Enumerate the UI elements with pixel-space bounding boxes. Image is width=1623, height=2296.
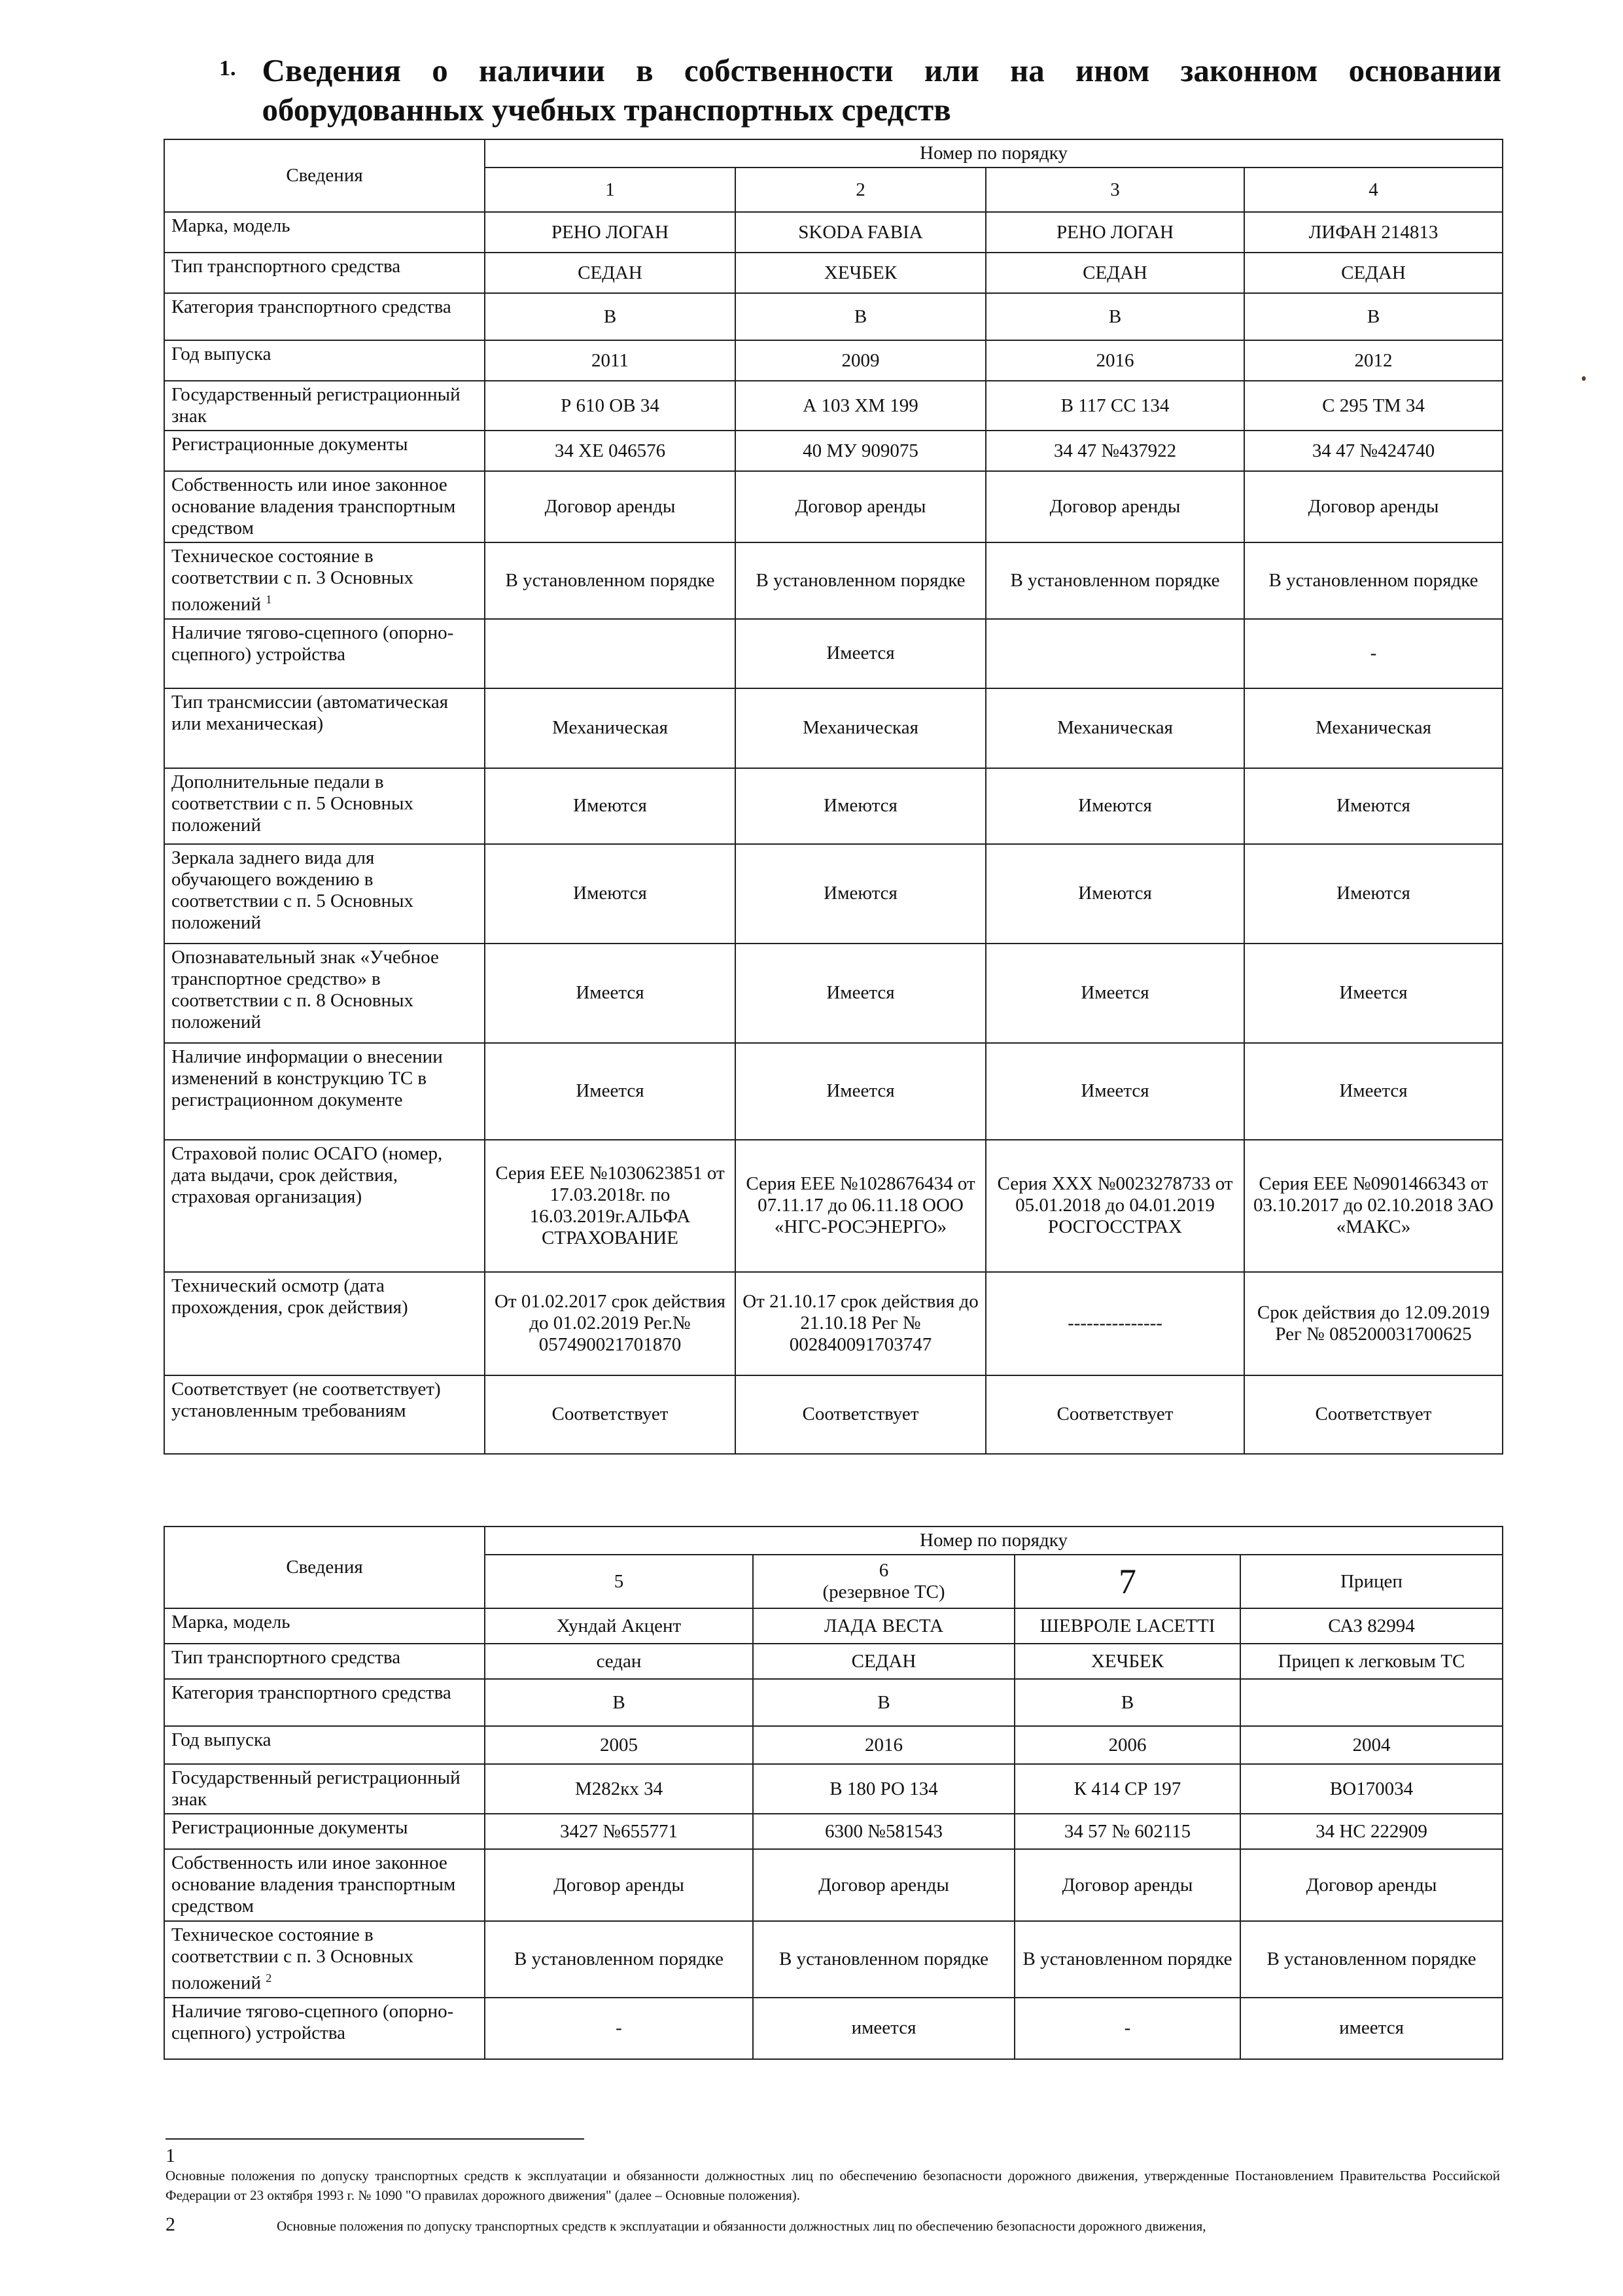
table-cell: SKODA FABIA (735, 212, 986, 253)
row-label-text: Наличие информации о внесении изменений в конструкцию ТС в регистрационном документе (171, 1046, 443, 1110)
table-cell: В установленном порядке (1244, 542, 1503, 619)
column-number (986, 168, 1244, 212)
table-cell: Имеются (1244, 844, 1503, 944)
column-number-label: 1 (605, 179, 615, 200)
table-cell: ЛИФАН 214813 (1244, 212, 1503, 253)
row-label (164, 1644, 485, 1679)
row-label-text: Тип транспортного средства (171, 1647, 401, 1668)
header-group: Номер по порядку (485, 139, 1503, 168)
table-cell: В установленном порядке (1015, 1921, 1240, 1998)
table-cell: Договор аренды (1015, 1849, 1240, 1921)
table-cell: Серия ХХХ №0023278733 от 05.01.2018 до 04.01.2019 РОСГОССТРАХ (986, 1140, 1244, 1272)
table-cell: В установленном порядке (753, 1921, 1015, 1998)
table-cell: - (1244, 619, 1503, 688)
row-label-text: Год выпуска (171, 1729, 271, 1750)
table-cell: Механическая (485, 688, 735, 768)
table-row (164, 1644, 1503, 1679)
column-number-label: 4 (1369, 179, 1378, 200)
table-cell: Имеются (986, 768, 1244, 844)
table-cell: Имеется (735, 619, 986, 688)
table-cell: РЕНО ЛОГАН (986, 212, 1244, 253)
table-cell: М282кх 34 (485, 1764, 753, 1814)
table-cell: СЕДАН (986, 253, 1244, 293)
table-cell: Договор аренды (735, 471, 986, 542)
row-label (164, 1764, 485, 1814)
row-label-text: Категория транспортного средства (171, 296, 451, 317)
column-number (735, 168, 986, 212)
table-row (164, 844, 1503, 944)
table-cell: седан (485, 1644, 753, 1679)
table-cell: ВО170034 (1240, 1764, 1503, 1814)
table-cell: Имеются (735, 768, 986, 844)
table-cell: В (735, 293, 986, 340)
table-cell: 2011 (485, 340, 735, 381)
table-cell: От 21.10.17 срок действия до 21.10.18 Рег № 002840091703747 (735, 1272, 986, 1375)
table-row (164, 1849, 1503, 1921)
footnote-1-mark: 1 (166, 2145, 175, 2166)
row-label (164, 253, 485, 293)
row-label (164, 293, 485, 340)
table-cell: В (485, 293, 735, 340)
table-row (164, 431, 1503, 471)
table-cell: 34 47 №424740 (1244, 431, 1503, 471)
table-cell: Договор аренды (1244, 471, 1503, 542)
table-cell: 2016 (753, 1726, 1015, 1764)
table-cell: Серия ЕЕЕ №1030623851 от 17.03.2018г. по 16.03.2019г.АЛЬФА СТРАХОВАНИЕ (485, 1140, 735, 1272)
column-number-label: Прицеп (1340, 1570, 1403, 1592)
row-label (164, 944, 485, 1043)
table-cell: САЗ 82994 (1240, 1608, 1503, 1644)
table-cell: Договор аренды (485, 471, 735, 542)
table-cell: В установленном порядке (986, 542, 1244, 619)
footnote-separator (166, 2138, 584, 2140)
table-cell: РЕНО ЛОГАН (485, 212, 735, 253)
table-row (164, 1140, 1503, 1272)
table-cell: Имеются (986, 844, 1244, 944)
row-label (164, 688, 485, 768)
row-label-text: Собственность или иное законное основание владения транспортным средством (171, 1852, 456, 1916)
table-cell: имеется (1240, 1998, 1503, 2059)
row-label-text: Регистрационные документы (171, 434, 408, 455)
section-number: 1. (219, 56, 236, 80)
row-label (164, 619, 485, 688)
row-label-text: Страховой полис ОСАГО (номер, дата выдачи, срок действия, страховая организация) (171, 1142, 443, 1207)
header-row (164, 1527, 1503, 1555)
footnote-2-mark: 2 (166, 2214, 175, 2235)
footnote-ref: 1 (266, 593, 272, 606)
table-cell: В 180 РО 134 (753, 1764, 1015, 1814)
table-cell: ХЕЧБЕК (735, 253, 986, 293)
row-label-text: Зеркала заднего вида для обучающего вождению в соответствии с п. 5 Основных положений (171, 847, 414, 933)
table-row (164, 1608, 1503, 1644)
table-cell: Имеется (1244, 1043, 1503, 1140)
table-row (164, 1764, 1503, 1814)
table-cell: Имеется (735, 1043, 986, 1140)
row-label (164, 844, 485, 944)
table-cell: 34 ХЕ 046576 (485, 431, 735, 471)
table-cell: ШЕВРОЛЕ LACETTI (1015, 1608, 1240, 1644)
table-row (164, 1921, 1503, 1998)
row-label (164, 1998, 485, 2059)
row-label (164, 431, 485, 471)
row-label-text: Соответствует (не соответствует) установленным требованиям (171, 1378, 441, 1421)
table-row (164, 542, 1503, 619)
row-label-text: Марка, модель (171, 215, 290, 236)
table-row (164, 1043, 1503, 1140)
table-cell: ХЕЧБЕК (1015, 1644, 1240, 1679)
table-cell: Имеется (986, 944, 1244, 1043)
table-row (164, 1726, 1503, 1764)
table-cell: В (1244, 293, 1503, 340)
footnote-1 (166, 2146, 1500, 2205)
row-label-text: Категория транспортного средства (171, 1682, 451, 1703)
row-label-text: Государственный регистрационный знак (171, 384, 461, 427)
table-cell: Соответствует (485, 1375, 735, 1454)
column-number-label: 7 (1119, 1561, 1136, 1601)
table-cell: СЕДАН (1244, 253, 1503, 293)
footnote-2 (166, 2215, 1500, 2236)
row-label-text: Тип транспортного средства (171, 256, 401, 277)
row-label-text: Опознавательный знак «Учебное транспортное средство» в соответствии с п. 8 Основных положений (171, 946, 439, 1033)
table-cell (986, 619, 1244, 688)
table-row (164, 381, 1503, 431)
table-cell: ЛАДА ВЕСТА (753, 1608, 1015, 1644)
row-label-text: Собственность или иное законное основание владения транспортным средством (171, 474, 456, 539)
table-row (164, 340, 1503, 381)
table-cell: Соответствует (1244, 1375, 1503, 1454)
table-cell: В (986, 293, 1244, 340)
vehicles-table-2 (164, 1526, 1503, 2060)
table-cell: В (1015, 1679, 1240, 1726)
table-cell: СЕДАН (753, 1644, 1015, 1679)
row-label (164, 1921, 485, 1998)
table-cell: Имеются (1244, 768, 1503, 844)
table-row (164, 944, 1503, 1043)
header-row (164, 139, 1503, 168)
table-cell: 34 47 №437922 (986, 431, 1244, 471)
table-cell: Договор аренды (485, 1849, 753, 1921)
table-cell: 2009 (735, 340, 986, 381)
row-label-text: Наличие тягово-сцепного (опорно-сцепного) устройства (171, 2000, 454, 2043)
column-number (753, 1555, 1015, 1608)
column-number (1244, 168, 1503, 212)
table-cell: Серия ЕЕЕ №1028676434 от 07.11.17 до 06.11.18 ООО «НГС-РОСЭНЕРГО» (735, 1140, 986, 1272)
section-title: Сведения о наличии в собственности или на ином законном основании оборудованных учебных транспортных средств (262, 52, 1501, 128)
footnote-ref: 2 (266, 1971, 272, 1985)
table-cell: Имеются (485, 768, 735, 844)
table-cell: Механическая (735, 688, 986, 768)
table-row (164, 253, 1503, 293)
scan-speck (1582, 376, 1586, 381)
footnote-2-text: Основные положения по допуску транспортных средств к эксплуатации и обязанности должностных лиц по обеспечению безопасности дорожного движения, (277, 2218, 1206, 2234)
table-row (164, 1272, 1503, 1375)
table-cell: Имеются (485, 844, 735, 944)
table-cell: Механическая (986, 688, 1244, 768)
column-number (485, 168, 735, 212)
table-cell: Срок действия до 12.09.2019 Рег № 085200031700625 (1244, 1272, 1503, 1375)
table-cell: 2005 (485, 1726, 753, 1764)
row-label (164, 1726, 485, 1764)
table-cell: В 117 СС 134 (986, 381, 1244, 431)
table-cell: Соответствует (735, 1375, 986, 1454)
row-label (164, 1043, 485, 1140)
footnote-1-text: Основные положения по допуску транспортных средств к эксплуатации и обязанности должностных лиц по обеспечению безопасности дорожного движения, утвержденные Постановлением Правительства Российской Федерации от 23 октября 1993 г. № 1090 "О правилах дорожного движения" (далее – Основные положения). (166, 2168, 1500, 2203)
table-cell: Имеется (1244, 944, 1503, 1043)
row-label-text: Регистрационные документы (171, 1817, 408, 1838)
row-label (164, 1849, 485, 1921)
table-cell: - (1015, 1998, 1240, 2059)
table-row (164, 1814, 1503, 1849)
row-label (164, 1814, 485, 1849)
column-number (1015, 1555, 1240, 1608)
header-group: Номер по порядку (485, 1527, 1503, 1555)
table-cell: Договор аренды (753, 1849, 1015, 1921)
table-cell: В установленном порядке (735, 542, 986, 619)
row-label (164, 471, 485, 542)
row-label-text: Дополнительные педали в соответствии с п. 5 Основных положений (171, 771, 414, 836)
table-cell: Договор аренды (1240, 1849, 1503, 1921)
table-cell (1240, 1679, 1503, 1726)
row-label-text: Технический осмотр (дата прохождения, срок действия) (171, 1275, 408, 1318)
row-label-text: Тип трансмиссии (автоматическая или механическая) (171, 691, 449, 734)
table-cell: Механическая (1244, 688, 1503, 768)
row-label (164, 212, 485, 253)
row-label-text: Наличие тягово-сцепного (опорно-сцепного) устройства (171, 622, 454, 665)
table-cell: Имеется (986, 1043, 1244, 1140)
table-cell: Хундай Акцент (485, 1608, 753, 1644)
row-label-text: Техническое состояние в соответствии с п. 3 Основных положений (171, 546, 414, 615)
row-label (164, 1272, 485, 1375)
table-cell: 34 57 № 602115 (1015, 1814, 1240, 1849)
table-cell: В установленном порядке (1240, 1921, 1503, 1998)
column-number-label: 2 (856, 179, 865, 200)
table-cell: - (485, 1998, 753, 2059)
table-cell: Имеется (485, 944, 735, 1043)
vehicles-table-1 (164, 139, 1503, 1455)
table-row (164, 768, 1503, 844)
table-cell: Серия ЕЕЕ №0901466343 от 03.10.2017 до 02.10.2018 ЗАО «МАКС» (1244, 1140, 1503, 1272)
table-cell: 2012 (1244, 340, 1503, 381)
column-number (485, 1555, 753, 1608)
row-label-text: Год выпуска (171, 344, 271, 364)
table-cell: 2006 (1015, 1726, 1240, 1764)
table-cell: С 295 ТМ 34 (1244, 381, 1503, 431)
table-cell: 34 НС 222909 (1240, 1814, 1503, 1849)
table-cell: 2016 (986, 340, 1244, 381)
table-cell: Имеется (735, 944, 986, 1043)
table-cell (485, 619, 735, 688)
table-cell: В установленном порядке (485, 1921, 753, 1998)
table-cell: Р 610 ОВ 34 (485, 381, 735, 431)
table-cell: От 01.02.2017 срок действия до 01.02.2019 Рег.№ 057490021701870 (485, 1272, 735, 1375)
row-label (164, 542, 485, 619)
column-number-label: 6 (879, 1560, 889, 1581)
table-row (164, 1375, 1503, 1454)
table-cell: Договор аренды (986, 471, 1244, 542)
table-cell: Имеются (735, 844, 986, 944)
table-row (164, 1679, 1503, 1726)
header-corner: Сведения (164, 1527, 485, 1608)
row-label (164, 768, 485, 844)
table-cell: Прицеп к легковым ТС (1240, 1644, 1503, 1679)
table-cell: В установленном порядке (485, 542, 735, 619)
table-cell: 3427 №655771 (485, 1814, 753, 1849)
column-note: (резервное ТС) (822, 1581, 945, 1602)
table-cell: --------------- (986, 1272, 1244, 1375)
table-cell: В (753, 1679, 1015, 1726)
row-label-text: Техническое состояние в соответствии с п. 3 Основных положений (171, 1924, 414, 1994)
header-corner: Сведения (164, 139, 485, 212)
row-label (164, 1375, 485, 1454)
table-cell: А 103 ХМ 199 (735, 381, 986, 431)
table-cell: 2004 (1240, 1726, 1503, 1764)
table-cell: СЕДАН (485, 253, 735, 293)
table-cell: 40 МУ 909075 (735, 431, 986, 471)
row-label (164, 381, 485, 431)
table-row (164, 471, 1503, 542)
table-cell: 6300 №581543 (753, 1814, 1015, 1849)
row-label (164, 1140, 485, 1272)
table-row (164, 619, 1503, 688)
table-row (164, 688, 1503, 768)
row-label-text: Марка, модель (171, 1612, 290, 1633)
table-cell: В (485, 1679, 753, 1726)
section-heading (219, 51, 1501, 130)
column-number (1240, 1555, 1503, 1608)
row-label (164, 1608, 485, 1644)
table-cell: имеется (753, 1998, 1015, 2059)
row-label (164, 340, 485, 381)
table-row (164, 1998, 1503, 2059)
row-label-text: Государственный регистрационный знак (171, 1767, 461, 1810)
table-row (164, 293, 1503, 340)
column-number-label: 3 (1110, 179, 1120, 200)
row-label (164, 1679, 485, 1726)
column-number-label: 5 (614, 1570, 624, 1592)
table-cell: К 414 СР 197 (1015, 1764, 1240, 1814)
table-cell: Имеется (485, 1043, 735, 1140)
table-cell: Соответствует (986, 1375, 1244, 1454)
table-row (164, 212, 1503, 253)
